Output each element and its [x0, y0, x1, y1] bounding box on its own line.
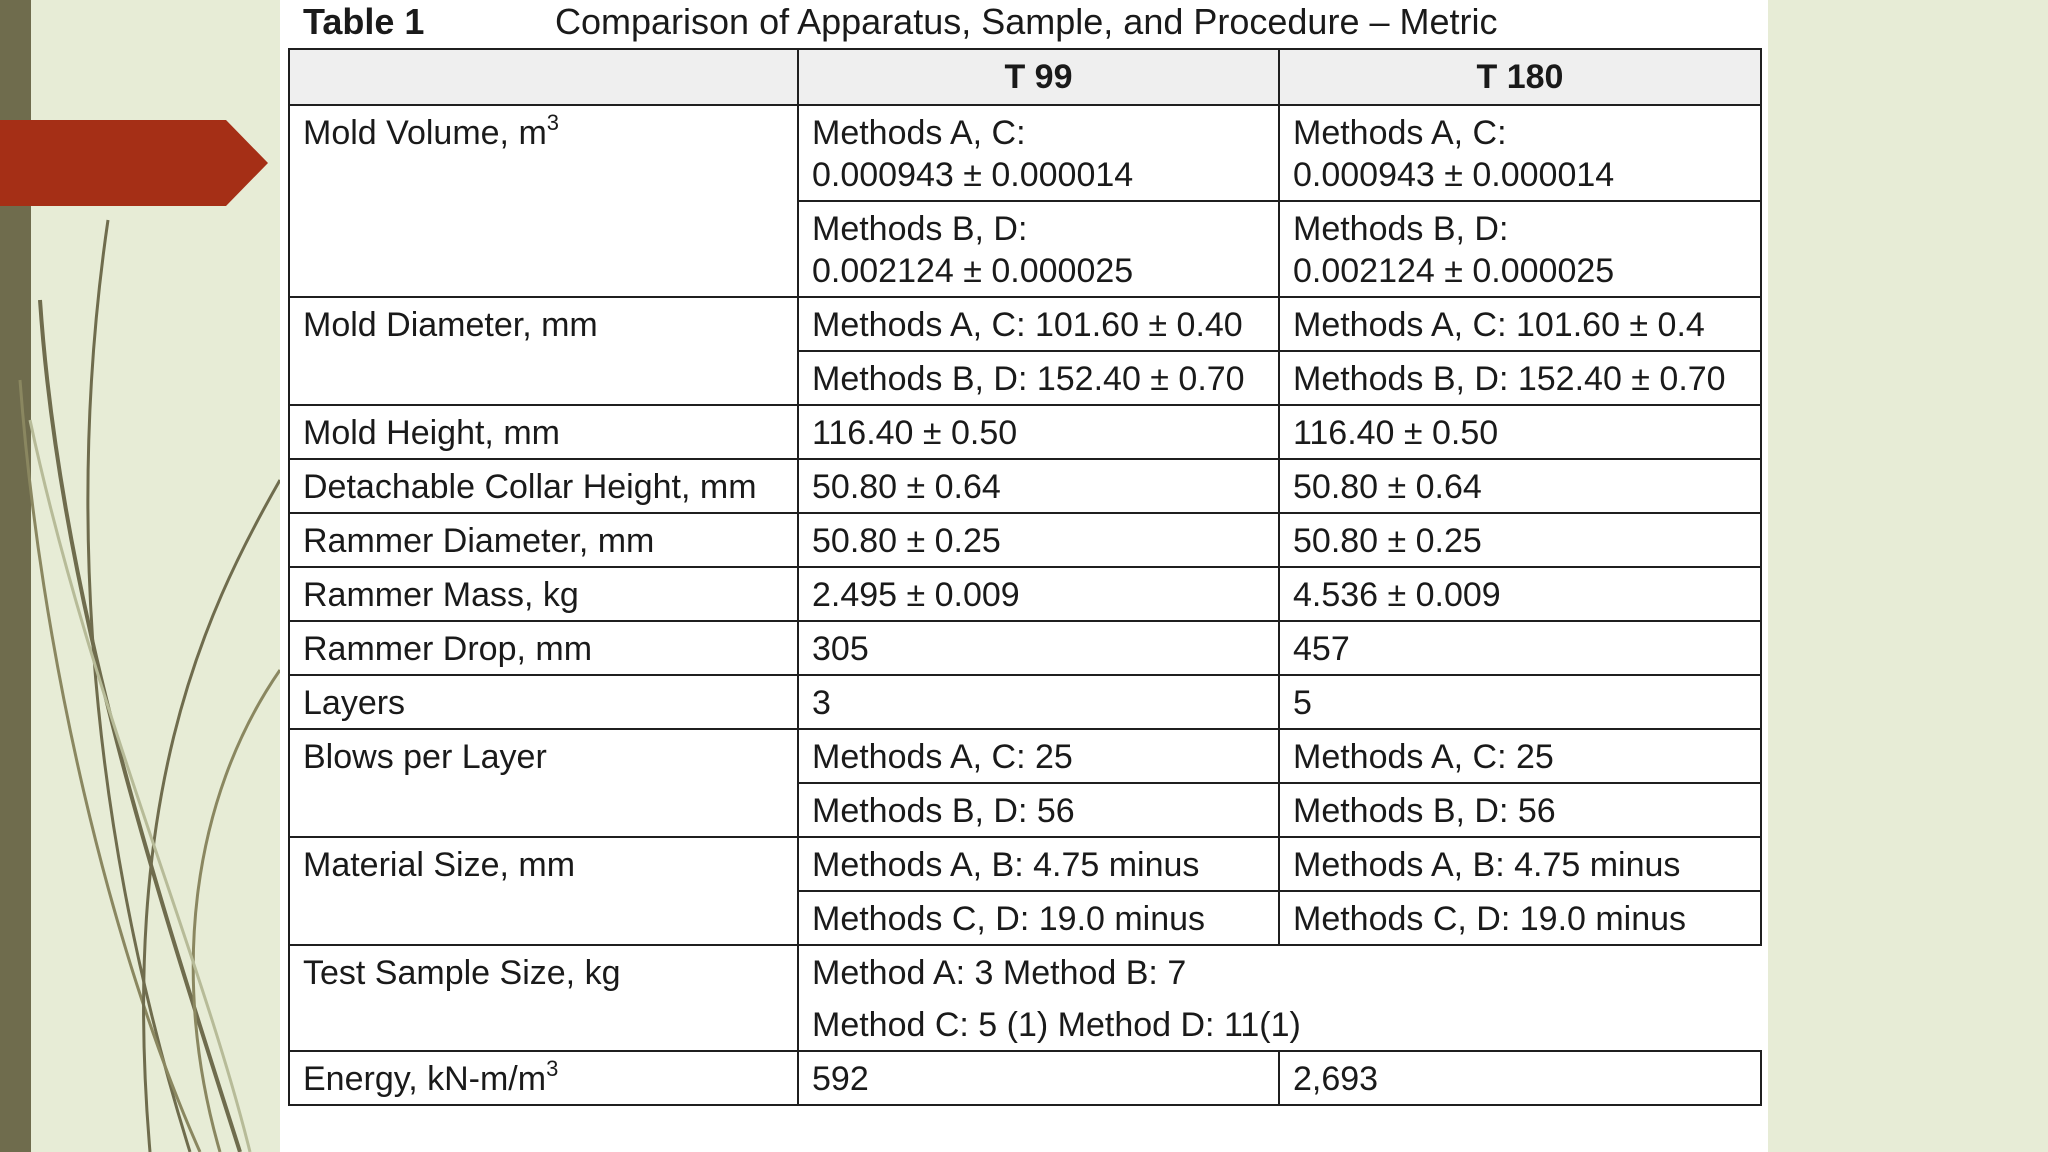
cell-t99: 2.495 ± 0.009	[798, 567, 1279, 621]
sample-size-line-1: Method A: 3 Method B: 7	[812, 954, 1187, 992]
table-number: Table 1	[303, 1, 425, 42]
cell-t99: 116.40 ± 0.50	[798, 405, 1279, 459]
table-row	[289, 621, 1761, 675]
cell-t180: 457	[1279, 621, 1761, 675]
cell-t99: Methods B, D: 152.40 ± 0.70	[798, 351, 1279, 405]
cell-t180: 2,693	[1279, 1051, 1761, 1105]
row-label-rammer-mass: Rammer Mass, kg	[289, 567, 798, 621]
row-label-collar-height: Detachable Collar Height, mm	[289, 459, 798, 513]
cell-t180: 50.80 ± 0.64	[1279, 459, 1761, 513]
table-header-row	[289, 49, 1761, 105]
cell-t180: 116.40 ± 0.50	[1279, 405, 1761, 459]
row-label-blows-per-layer: Blows per Layer	[289, 729, 798, 837]
cell-t99: 50.80 ± 0.64	[798, 459, 1279, 513]
cell-t99: Methods A, C: 0.000943 ± 0.000014	[798, 105, 1279, 201]
header-cell-parameter	[289, 49, 798, 105]
cell-t180: Methods C, D: 19.0 minus	[1279, 891, 1761, 945]
cell-t99: Methods A, C: 101.60 ± 0.40	[798, 297, 1279, 351]
comparison-table	[288, 48, 1762, 1106]
row-label-mold-diameter: Mold Diameter, mm	[289, 297, 798, 405]
header-cell-t180: T 180	[1279, 49, 1761, 105]
table-row	[289, 837, 1761, 891]
table-row	[289, 297, 1761, 351]
row-label-mold-height: Mold Height, mm	[289, 405, 798, 459]
cell-t99: 592	[798, 1051, 1279, 1105]
red-arrow-shape	[0, 120, 268, 206]
table-caption	[303, 0, 1763, 44]
cell-t99: 50.80 ± 0.25	[798, 513, 1279, 567]
cell-t99: Methods A, B: 4.75 minus	[798, 837, 1279, 891]
cell-t180: Methods B, D: 56	[1279, 783, 1761, 837]
table-row	[289, 513, 1761, 567]
table-row	[289, 105, 1761, 201]
cell-t180: Methods A, C: 0.000943 ± 0.000014	[1279, 105, 1761, 201]
table-row	[289, 567, 1761, 621]
cell-t180: 5	[1279, 675, 1761, 729]
cell-t180: 50.80 ± 0.25	[1279, 513, 1761, 567]
cell-t180: Methods B, D: 152.40 ± 0.70	[1279, 351, 1761, 405]
cell-t99: Methods B, D: 56	[798, 783, 1279, 837]
cell-t180: 4.536 ± 0.009	[1279, 567, 1761, 621]
row-label-energy: Energy, $kN-m/m^3$	[289, 1051, 798, 1105]
row-label-mold-volume: Mold Volume, $m^3$	[289, 105, 798, 297]
row-label-rammer-drop: Rammer Drop, mm	[289, 621, 798, 675]
cell-t180: Methods A, C: 25	[1279, 729, 1761, 783]
cell-t99: Methods A, C: 25	[798, 729, 1279, 783]
table-row	[289, 729, 1761, 783]
table-row	[289, 675, 1761, 729]
cell-t99: Methods C, D: 19.0 minus	[798, 891, 1279, 945]
cell-t99: 3	[798, 675, 1279, 729]
table-row	[289, 945, 1761, 1051]
cell-t180: Methods B, D: 0.002124 ± 0.000025	[1279, 201, 1761, 297]
table-row	[289, 459, 1761, 513]
cell-t99: 305	[798, 621, 1279, 675]
cell-merged-sample-size	[798, 945, 1761, 1051]
row-label-rammer-diameter: Rammer Diameter, mm	[289, 513, 798, 567]
row-label-material-size: Material Size, mm	[289, 837, 798, 945]
row-label-layers: Layers	[289, 675, 798, 729]
sample-size-line-2: Method C: 5 (1) Method D: 11(1)	[812, 1006, 1301, 1044]
row-label-test-sample-size: Test Sample Size, kg	[289, 945, 798, 1051]
table-row	[289, 405, 1761, 459]
header-cell-t99: T 99	[798, 49, 1279, 105]
table-title: Comparison of Apparatus, Sample, and Procedure – Metric	[555, 1, 1498, 42]
cell-t180: Methods A, B: 4.75 minus	[1279, 837, 1761, 891]
cell-t180: Methods A, C: 101.60 ± 0.4	[1279, 297, 1761, 351]
cell-t99: Methods B, D: 0.002124 ± 0.000025	[798, 201, 1279, 297]
table-row	[289, 1051, 1761, 1105]
